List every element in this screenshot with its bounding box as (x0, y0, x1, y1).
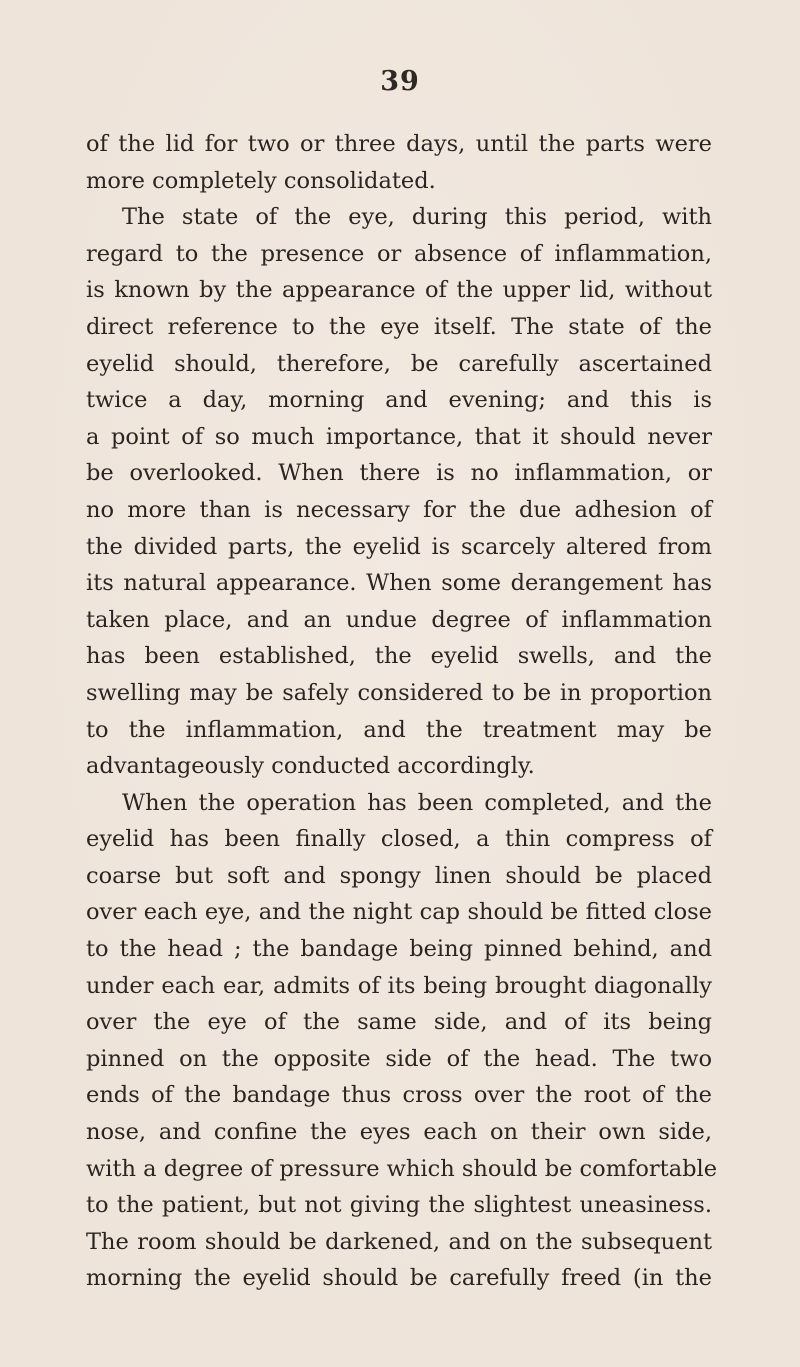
text-line: regard to the presence or absence of inflammation, (86, 240, 712, 267)
text-line: of the lid for two or three days, until the parts were (86, 131, 712, 157)
text-line: pinned on the opposite side of the head. The two (86, 1045, 712, 1072)
text-line: no more than is necessary for the due adhesion of (86, 496, 712, 523)
text-line: eyelid should, therefore, be carefully ascertained (86, 350, 712, 377)
text-line: morning the eyelid should be carefully freed (in the (86, 1265, 712, 1292)
paragraph (86, 126, 712, 199)
text-line: over each eye, and the night cap should be fitted close (86, 899, 712, 926)
text-line: nose, and confine the eyes each on their own side, (86, 1119, 712, 1146)
text-line: direct reference to the eye itself. The state of the (86, 313, 712, 340)
text-line: swelling may be safely considered to be in proportion (86, 679, 712, 706)
text-line: its natural appearance. When some derangement has (86, 570, 712, 597)
text-line: is known by the appearance of the upper lid, without (86, 277, 712, 304)
text-line: over the eye of the same side, and of its being (86, 1009, 712, 1036)
text-line: with a degree of pressure which should be comfortable (86, 1155, 718, 1182)
paragraph (86, 785, 718, 1297)
text-line: under each ear, admits of its being brought diagonally (86, 972, 712, 999)
text-line: When the operation has been completed, and the (122, 789, 712, 816)
text-line: ends of the bandage thus cross over the root of the (86, 1082, 712, 1109)
text-line: coarse but soft and spongy linen should be placed (86, 862, 712, 889)
text-line: to the patient, but not giving the slightest uneasiness. (86, 1192, 712, 1219)
text-line: has been established, the eyelid swells, and the (86, 643, 712, 670)
text-line: more completely consolidated. (86, 167, 436, 194)
text-line: a point of so much importance, that it should never (86, 423, 712, 450)
text-line: to the inflammation, and the treatment may be (86, 716, 712, 743)
text-line: twice a day, morning and evening; and this is (86, 387, 712, 414)
page-number: 39 (380, 66, 420, 97)
text-line: be overlooked. When there is no inflammation, or (86, 460, 712, 487)
text-line: advantageously conducted accordingly. (86, 753, 535, 780)
text-line: The state of the eye, during this period, with (122, 204, 712, 231)
text-line: The room should be darkened, and on the subsequent (86, 1228, 712, 1255)
body-text (86, 126, 718, 1297)
text-line: to the head ; the bandage being pinned behind, and (86, 936, 712, 963)
text-line: taken place, and an undue degree of inflammation (86, 606, 712, 633)
text-line: the divided parts, the eyelid is scarcely altered from (86, 533, 712, 560)
text-line: eyelid has been finally closed, a thin compress of (86, 826, 712, 853)
paragraph (86, 199, 712, 785)
